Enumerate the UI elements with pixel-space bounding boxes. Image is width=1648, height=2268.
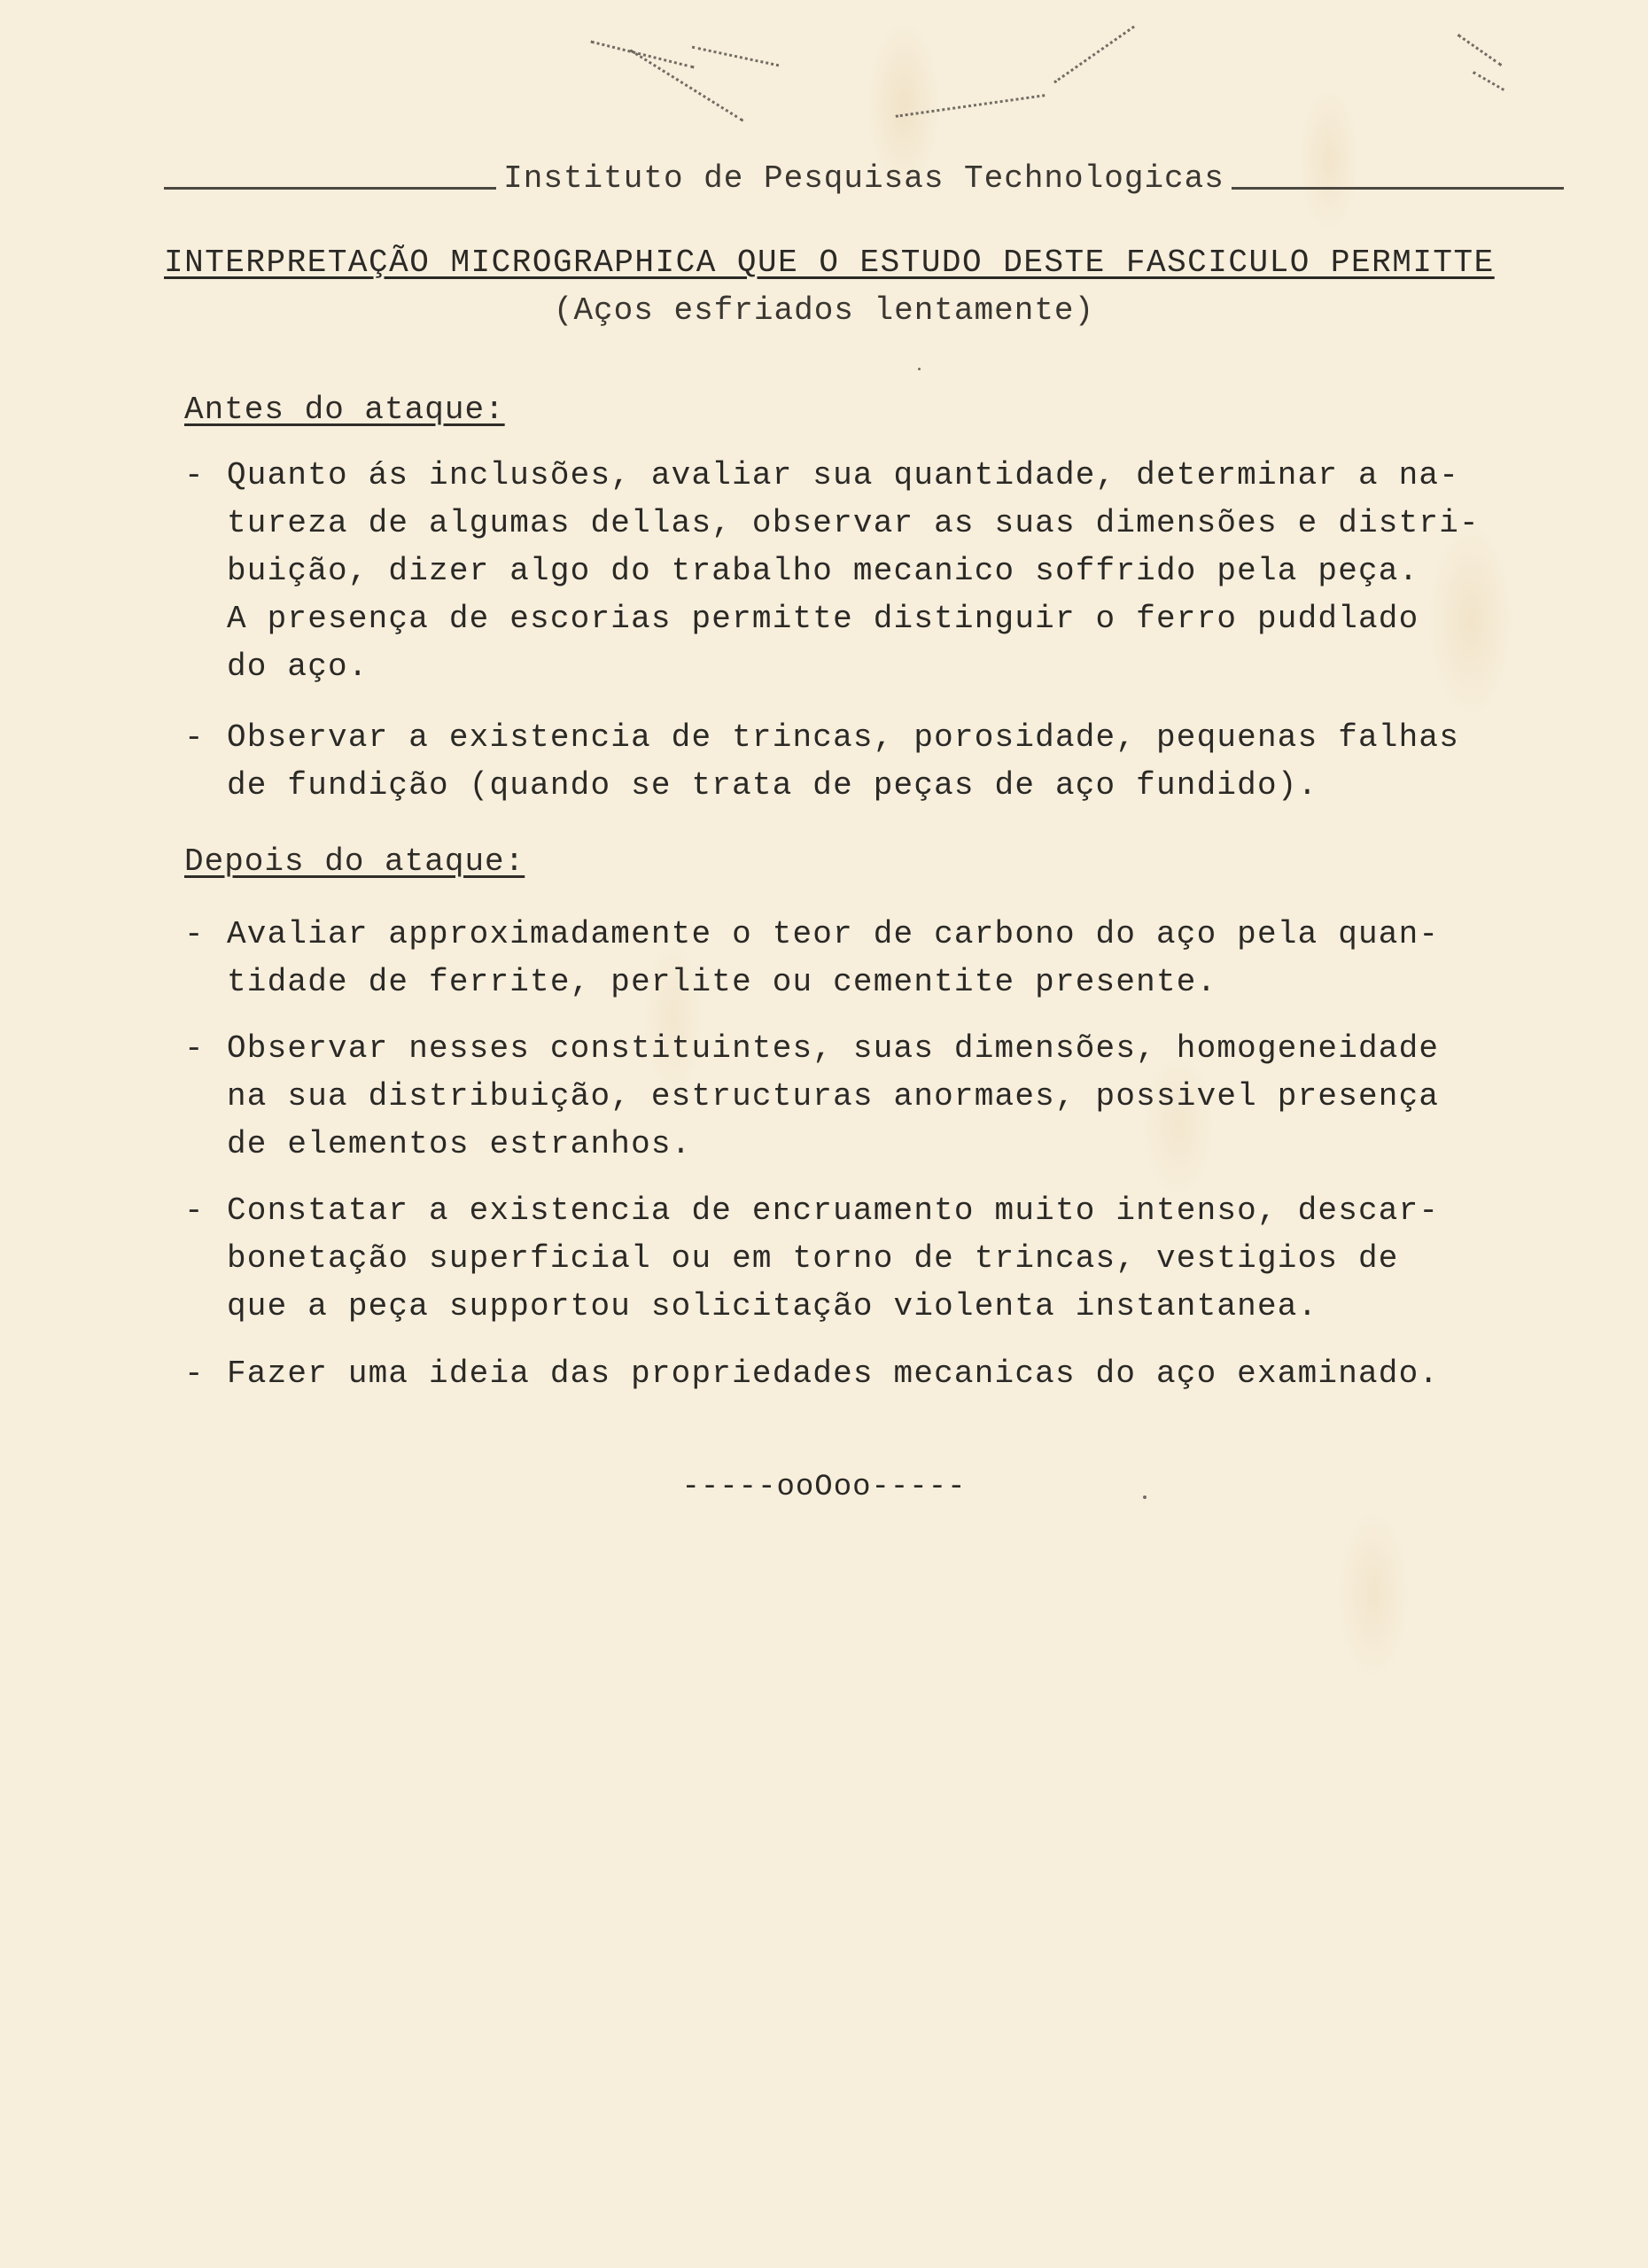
- end-of-document-mark: -----ooOoo-----: [681, 1471, 967, 1504]
- scratch-mark: [1053, 26, 1135, 84]
- list-item: [184, 714, 1566, 810]
- section-heading-depois: Depois do ataque:: [184, 843, 525, 880]
- item-line: A presença de escorias permitte distinguir o ferro puddlado: [227, 601, 1419, 637]
- list-item: [184, 1025, 1566, 1169]
- item-line: que a peça supportou solicitação violenta instantanea.: [227, 1288, 1318, 1324]
- scratch-mark: [692, 46, 779, 67]
- item-line: na sua distribuição, estructuras anormaes, possivel presença: [227, 1078, 1440, 1115]
- item-line: Observar a existencia de trincas, porosidade, pequenas falhas: [227, 719, 1460, 756]
- item-line: de elementos estranhos.: [227, 1126, 692, 1162]
- list-item: [184, 452, 1566, 691]
- item-line: Constatar a existencia de encruamento muito intenso, descar-: [227, 1192, 1440, 1229]
- bullet-dash: -: [184, 1192, 205, 1229]
- bullet-dash: -: [184, 1355, 205, 1392]
- item-line: tidade de ferrite, perlite ou cementite presente.: [227, 964, 1217, 1000]
- list-item: [184, 1350, 1566, 1398]
- item-line: tureza de algumas dellas, observar as suas dimensões e distri-: [227, 505, 1480, 541]
- scratch-mark: [590, 41, 694, 69]
- bullet-dash: -: [184, 916, 205, 952]
- ink-speck: [918, 368, 921, 370]
- bullet-dash: -: [184, 1030, 205, 1067]
- item-line: Avaliar approximadamente o teor de carbono do aço pela quan-: [227, 916, 1440, 952]
- item-line: Fazer uma ideia das propriedades mecanicas do aço examinado.: [227, 1355, 1440, 1392]
- scratch-mark: [1458, 34, 1503, 66]
- item-line: de fundição (quando se trata de peças de aço fundido).: [227, 767, 1318, 804]
- scratch-mark: [630, 49, 744, 121]
- list-item: [184, 1187, 1566, 1331]
- bullet-dash: -: [184, 457, 205, 493]
- scratch-mark: [1473, 71, 1504, 91]
- header-rule-left: [164, 187, 496, 190]
- item-line: Observar nesses constituintes, suas dimensões, homogeneidade: [227, 1030, 1440, 1067]
- document-subtitle: (Aços esfriados lentamente): [553, 292, 1095, 329]
- item-line: bonetação superficial ou em torno de trincas, vestigios de: [227, 1240, 1399, 1277]
- item-line: Quanto ás inclusões, avaliar sua quantidade, determinar a na-: [227, 457, 1460, 493]
- scratch-mark: [896, 94, 1046, 118]
- header-rule-right: [1232, 187, 1564, 190]
- institute-name: Instituto de Pesquisas Technologicas: [503, 160, 1224, 197]
- bullet-dash: -: [184, 719, 205, 756]
- section-heading-antes: Antes do ataque:: [184, 392, 505, 428]
- item-line: buição, dizer algo do trabalho mecanico soffrido pela peça.: [227, 553, 1419, 589]
- list-item: [184, 911, 1566, 1006]
- institute-header: [164, 160, 1564, 197]
- item-line: do aço.: [227, 649, 369, 685]
- document-title: INTERPRETAÇÃO MICROGRAPHICA QUE O ESTUDO DESTE FASCICULO PERMITTE: [164, 245, 1495, 281]
